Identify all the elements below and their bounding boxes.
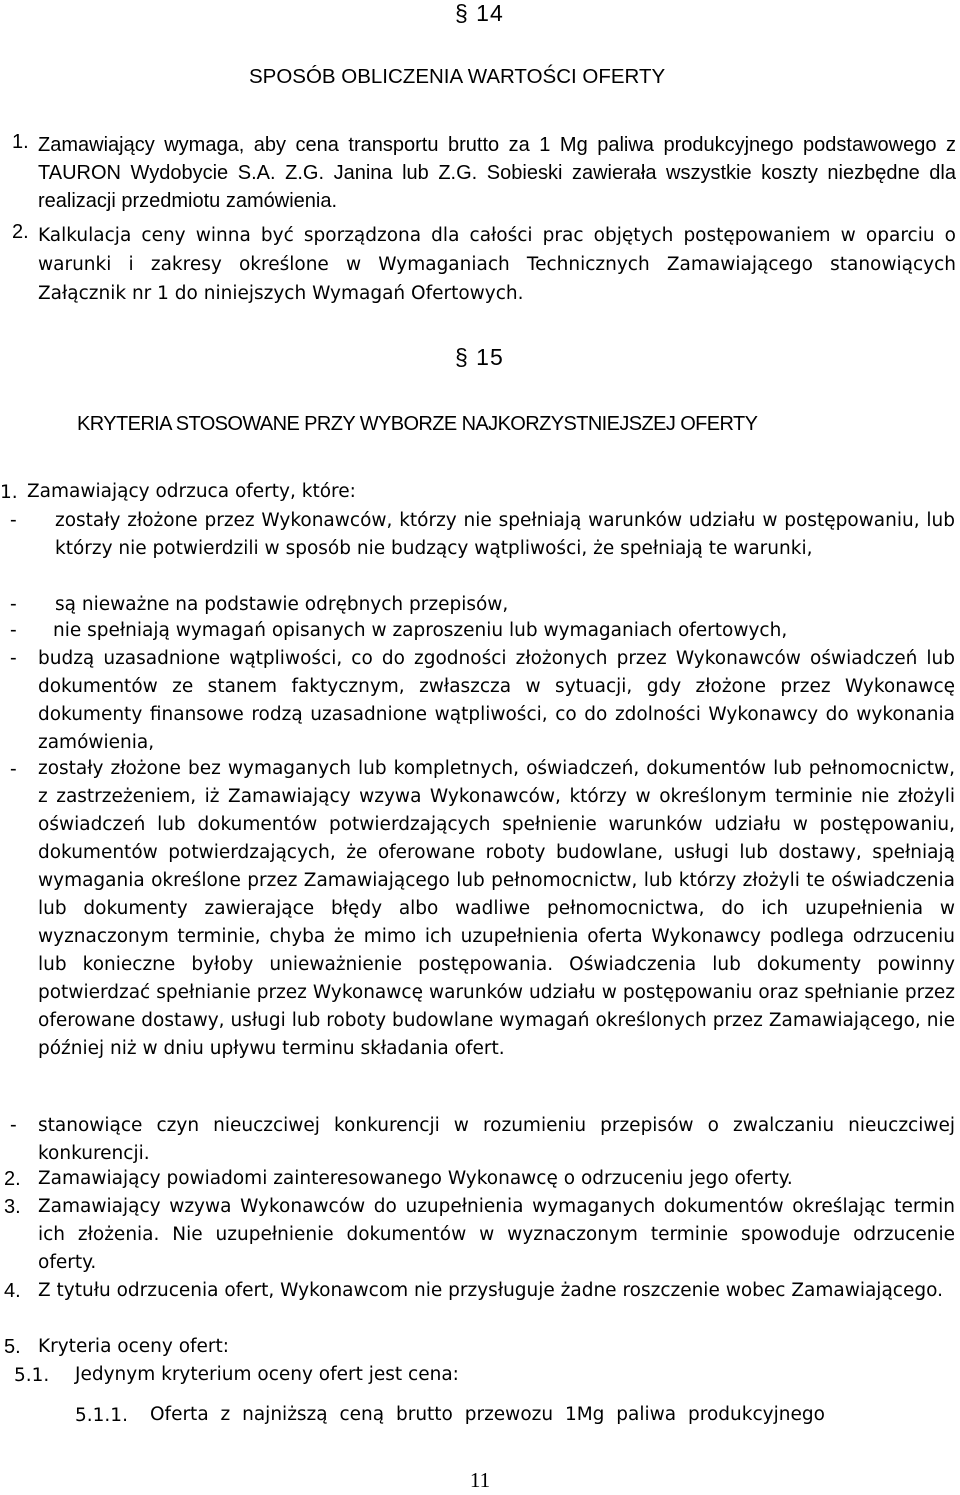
section-14-title: SPOSÓB OBLICZENIA WARTOŚCI OFERTY [249,65,666,88]
paragraph: Jedynym kryterium oceny ofert jest cena: [75,1364,459,1385]
paragraph: Zamawiający odrzuca oferty, które: [27,481,356,502]
paragraph: Zamawiający powiadomi zainteresowanego Wykonawcę o odrzuceniu jego oferty. [38,1168,793,1189]
dash-bullet: - [10,647,17,669]
paragraph: Kalkulacja ceny winna być sporządzona dla całości prac objętych postępowaniem w oparciu o warunki i zakresy określone w Wymaganiach Technicznych Zamawiającego stanowiących Załącznik nr 1 do niniejszych Wymagań Ofertowych. [38,225,956,304]
paragraph: Zamawiający wymaga, aby cena transportu brutto za 1 Mg paliwa produkcyjnego podstawowego z TAURON Wydobycie S.A. Z.G. Janina lub Z.G. Sobieski zawierała wszystkie koszty niezbędne dla realizacji przedmiotu zamówienia. [38,134,956,212]
list-item: zostały złożone bez wymaganych lub kompletnych, oświadczeń, dokumentów lub pełnomocnictw, z zastrzeżeniem, iż Zamawiający wzywa Wykonawców, którzy w określonym terminie nie złożyli oświadczeń lub dokumentów potwierdzających spełnienie warunków udziału w postępowaniu, dokumentów potwierdzających, że oferowane roboty budowlane, usługi lub dostawy, spełniają wymagania określone przez Zamawiającego lub pełnomocnictw, lub którzy złożyli te oświadczenia lub dokumenty zawierające błędy albo wadliwe pełnomocnictwa, do ich uzupełnienia w wyznaczonym terminie, chyba że mimo ich uzupełnienia oferta Wykonawcy podlega odrzuceniu lub konieczne byłoby unieważnienie postępowania. Oświadczenia lub dokumenty powinny potwierdzać spełnianie przez Wykonawcę warunków udziału w postępowaniu oraz spełnianie przez oferowane dostawy, usługi lub roboty budowlane wymagań określonych przez Zamawiającego, nie później niż w dniu upływu terminu składania ofert. [38,758,955,1059]
list-item: nie spełniają wymagań opisanych w zaproszeniu lub wymaganiach ofertowych, [53,620,788,641]
dash-bullet: - [10,619,17,641]
paragraph: Oferta z najniższą ceną brutto przewozu 1Mg paliwa produkcyjnego [150,1404,825,1425]
paragraph: Kryteria oceny ofert: [38,1336,230,1357]
item-number: 3. [4,1196,21,1218]
item-number: 1. [12,131,29,153]
item-number: 4. [4,1280,21,1302]
paragraph: Z tytułu odrzucenia ofert, Wykonawcom nie przysługuje żadne roszczenie wobec Zamawiającego. [38,1280,943,1301]
paragraph: Zamawiający wzywa Wykonawców do uzupełnienia wymaganych dokumentów określając termin ich złożenia. Nie uzupełnienie dokumentów w wyznaczonym terminie spowoduje odrzucenie oferty. [38,1196,955,1273]
list-item: są nieważne na podstawie odrębnych przepisów, [55,594,509,615]
list-item: stanowiące czyn nieuczciwej konkurencji w rozumieniu przepisów o zwalczaniu nieuczciwej konkurencji. [38,1115,955,1164]
item-number: 5.1. [14,1365,50,1386]
list-item: zostały złożone przez Wykonawców, którzy nie spełniają warunków udziału w postępowaniu, lub którzy nie potwierdzili w sposób nie budzący wątpliwości, że spełniają te warunki, [55,510,955,559]
item-number: 5. [4,1336,21,1358]
item-number: 1. [0,482,18,503]
list-item: budzą uzasadnione wątpliwości, co do zgodności złożonych przez Wykonawców oświadczeń lub dokumentów ze stanem faktycznym, zwłaszcza w sytuacji, gdy złożone przez Wykonawcę dokumenty finansowe rodzą uzasadnione wątpliwości, co do zdolności Wykonawcy do wykonania zamówienia, [38,648,955,753]
item-number: 2. [12,221,29,243]
item-number: 5.1.1. [75,1405,128,1426]
dash-bullet: - [10,593,17,615]
section-15-title: KRYTERIA STOSOWANE PRZY WYBORZE NAJKORZYSTNIEJSZEJ OFERTY [77,413,758,435]
page-number: 11 [469,1468,491,1492]
section-14-mark: § 14 [455,0,504,26]
item-number: 2. [4,1168,21,1190]
section-15-mark: § 15 [455,344,504,370]
dash-bullet: - [10,509,17,531]
dash-bullet: - [10,1114,17,1136]
dash-bullet: - [10,758,17,780]
